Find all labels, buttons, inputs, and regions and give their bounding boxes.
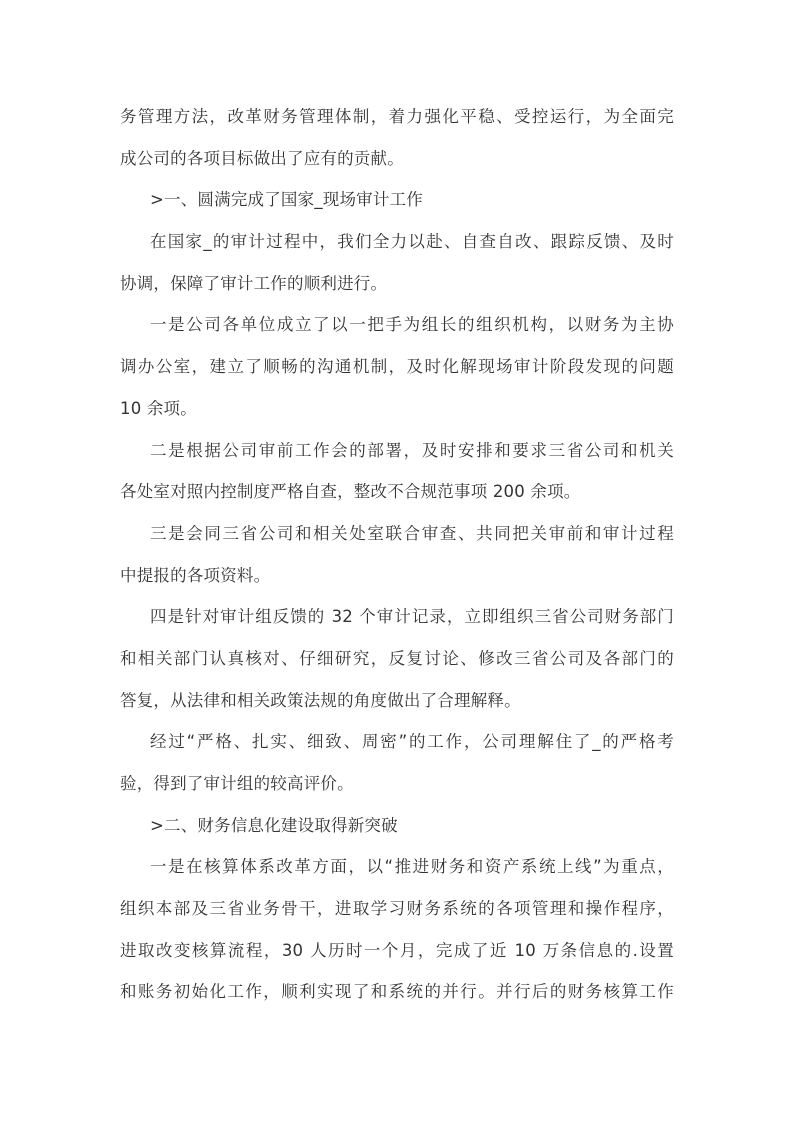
paragraph-line: 答复，从法律和相关政策法规的角度做出了合理解释。	[120, 690, 521, 710]
paragraph-line: 调办公室，建立了顺畅的沟通机制，及时化解现场审计阶段发现的问题	[120, 357, 674, 377]
paragraph-line: 一是在核算体系改革方面，以“推进财务和资产系统上线”为重点，	[150, 857, 674, 877]
paragraph-line: 各处室对照内控制度严格自查，整改不合规范事项 200 余项。	[120, 482, 581, 502]
document-page	[120, 96, 674, 1013]
paragraph-line: 和账务初始化工作，顺利实现了和系统的并行。并行后的财务核算工作	[120, 982, 674, 1002]
paragraph-line: 四是针对审计组反馈的 32 个审计记录，立即组织三省公司财务部门	[150, 607, 674, 627]
paragraph-line: 三是会同三省公司和相关处室联合审查、共同把关审前和审计过程	[150, 523, 674, 543]
paragraph-line: 成公司的各项目标做出了应有的贡献。	[120, 148, 404, 168]
section-heading: >二、财务信息化建设取得新突破	[150, 815, 398, 835]
section-heading: >一、圆满完成了国家_现场审计工作	[150, 190, 423, 210]
paragraph-line: 二是根据公司审前工作会的部署，及时安排和要求三省公司和机关	[150, 440, 674, 460]
paragraph-line: 协调，保障了审计工作的顺利进行。	[120, 273, 388, 293]
paragraph-line: 一是公司各单位成立了以一把手为组长的组织机构，以财务为主协	[150, 315, 674, 335]
paragraph-line: 经过“严格、扎实、细致、周密”的工作，公司理解住了_的严格考	[150, 732, 674, 752]
paragraph-line: 务管理方法，改革财务管理体制，着力强化平稳、受控运行，为全面完	[120, 107, 674, 126]
paragraph-line: 和相关部门认真核对、仔细研究，反复讨论、修改三省公司及各部门的	[120, 648, 674, 668]
paragraph-line: 中提报的各项资料。	[120, 565, 271, 585]
paragraph-line: 验，得到了审计组的较高评价。	[120, 774, 354, 793]
paragraph-line: 10 余项。	[120, 398, 197, 418]
paragraph-line: 进取改变核算流程，30 人历时一个月，完成了近 10 万条信息的.设置	[120, 940, 674, 960]
paragraph-line: 组织本部及三省业务骨干，进取学习财务系统的各项管理和操作程序，	[120, 899, 674, 919]
paragraph-line: 在国家_的审计过程中，我们全力以赴、自查自改、跟踪反馈、及时	[150, 232, 674, 252]
